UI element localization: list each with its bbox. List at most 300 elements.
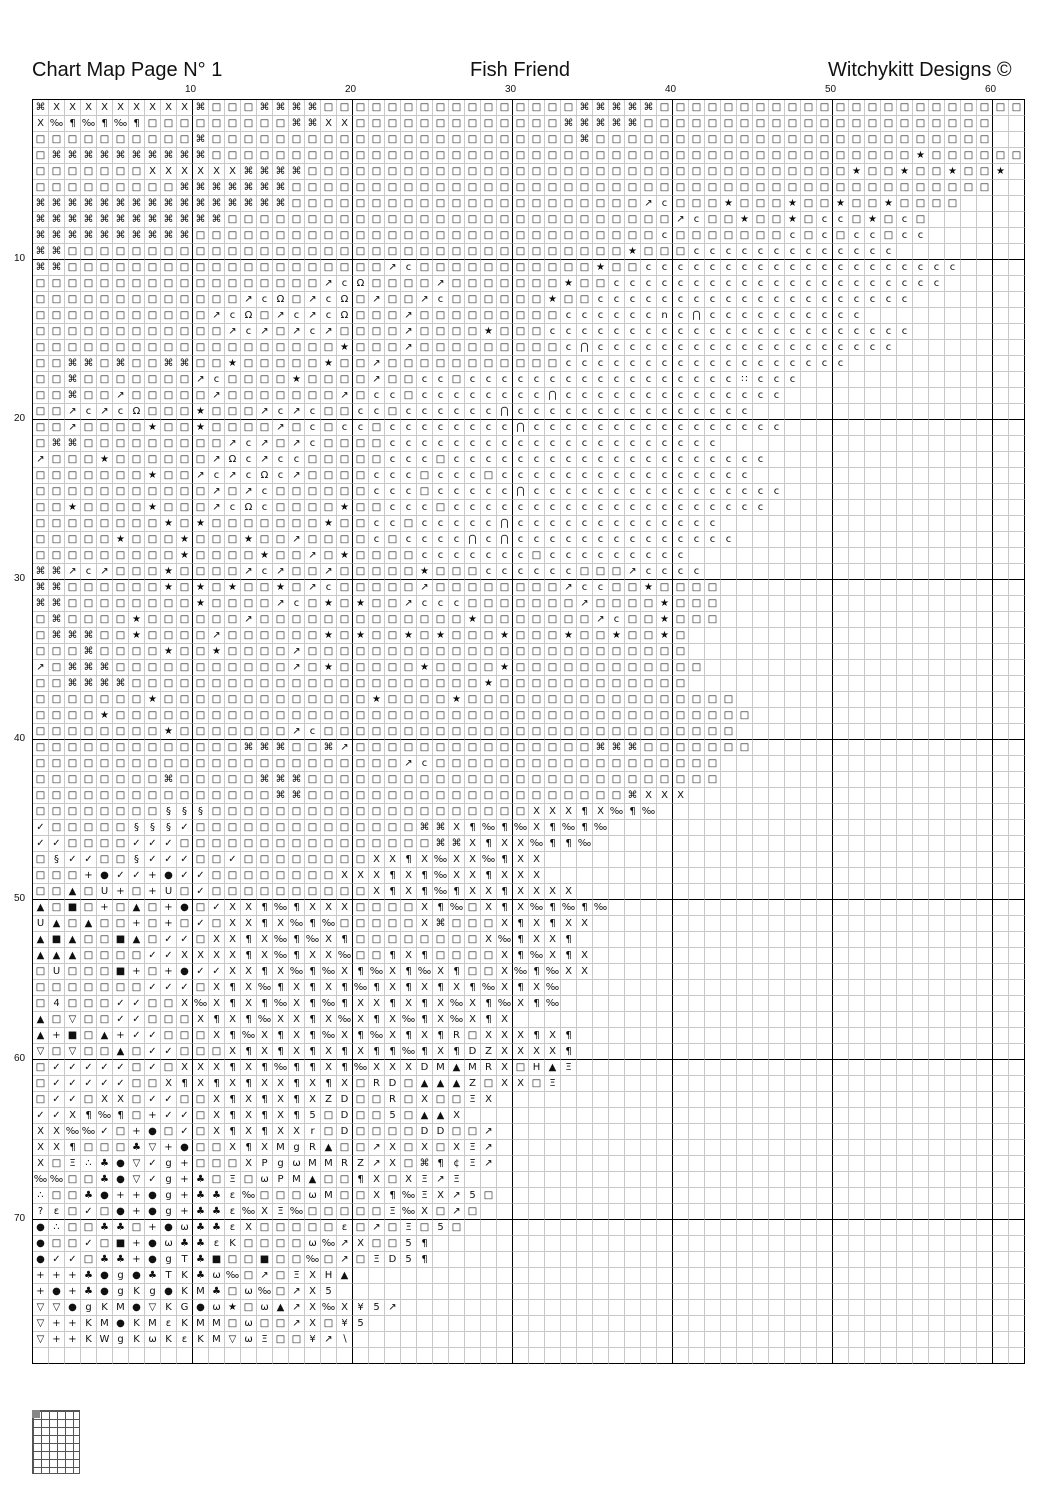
stitch-cell: c (785, 276, 801, 292)
stitch-cell (561, 1300, 577, 1316)
stitch-cell: □ (145, 596, 161, 612)
stitch-cell: □ (785, 164, 801, 180)
stitch-cell (593, 852, 609, 868)
stitch-cell: □ (465, 644, 481, 660)
stitch-cell: □ (465, 228, 481, 244)
stitch-cell: ε (209, 1236, 225, 1252)
stitch-cell (977, 196, 993, 212)
stitch-cell: ⌘ (177, 356, 193, 372)
stitch-cell: X (177, 100, 193, 116)
stitch-cell: ● (33, 1236, 49, 1252)
stitch-cell (737, 948, 753, 964)
stitch-cell: + (33, 1284, 49, 1300)
stitch-cell: □ (33, 868, 49, 884)
stitch-cell: X (513, 836, 529, 852)
stitch-cell: □ (305, 388, 321, 404)
stitch-cell: c (705, 500, 721, 516)
stitch-cell: 5 (401, 1236, 417, 1252)
stitch-cell: □ (673, 180, 689, 196)
stitch-cell: g (113, 1332, 129, 1348)
stitch-cell (769, 884, 785, 900)
stitch-cell: □ (385, 196, 401, 212)
stitch-cell: □ (353, 1140, 369, 1156)
stitch-cell: □ (545, 756, 561, 772)
stitch-cell: □ (449, 932, 465, 948)
stitch-cell (929, 564, 945, 580)
stitch-cell: ▲ (417, 1076, 433, 1092)
stitch-cell: □ (81, 1044, 97, 1060)
stitch-cell: ★ (945, 164, 961, 180)
stitch-cell: □ (209, 1044, 225, 1060)
stitch-cell: c (769, 372, 785, 388)
stitch-cell: □ (529, 148, 545, 164)
stitch-cell: c (641, 420, 657, 436)
stitch-cell (353, 1348, 369, 1364)
stitch-cell (753, 756, 769, 772)
stitch-cell: ¶ (385, 868, 401, 884)
stitch-cell: □ (849, 180, 865, 196)
stitch-cell: □ (593, 708, 609, 724)
stitch-cell: □ (513, 356, 529, 372)
stitch-cell (721, 1172, 737, 1188)
stitch-cell: □ (641, 660, 657, 676)
stitch-cell: c (673, 436, 689, 452)
stitch-cell: □ (257, 420, 273, 436)
stitch-cell: c (497, 564, 513, 580)
stitch-cell: X (433, 1044, 449, 1060)
stitch-cell (433, 1252, 449, 1268)
stitch-cell: c (849, 228, 865, 244)
stitch-cell: ✓ (129, 1012, 145, 1028)
row-number: 70 (14, 1213, 26, 1224)
stitch-cell: ↗ (481, 1156, 497, 1172)
stitch-cell (865, 900, 881, 916)
stitch-cell: ↗ (289, 1284, 305, 1300)
stitch-cell: □ (97, 260, 113, 276)
stitch-cell (961, 340, 977, 356)
stitch-cell (545, 1284, 561, 1300)
stitch-cell: ★ (481, 676, 497, 692)
stitch-cell: c (561, 324, 577, 340)
stitch-cell (641, 1044, 657, 1060)
stitch-cell: □ (369, 228, 385, 244)
stitch-cell: □ (449, 148, 465, 164)
stitch-cell: ¶ (305, 916, 321, 932)
stitch-cell: □ (529, 196, 545, 212)
stitch-cell: □ (97, 948, 113, 964)
stitch-cell: □ (177, 244, 193, 260)
stitch-cell (849, 1156, 865, 1172)
stitch-cell: □ (609, 676, 625, 692)
stitch-cell (961, 948, 977, 964)
stitch-cell: M (321, 1156, 337, 1172)
stitch-cell: P (273, 1172, 289, 1188)
stitch-cell (609, 1124, 625, 1140)
stitch-cell (977, 340, 993, 356)
stitch-cell: □ (545, 676, 561, 692)
stitch-cell: □ (81, 724, 97, 740)
stitch-cell (945, 500, 961, 516)
stitch-cell (833, 996, 849, 1012)
stitch-cell (225, 1348, 241, 1364)
stitch-cell (625, 1044, 641, 1060)
stitch-cell: c (465, 468, 481, 484)
stitch-cell (881, 900, 897, 916)
stitch-cell: ⌘ (81, 660, 97, 676)
stitch-cell: c (673, 404, 689, 420)
stitch-cell (865, 788, 881, 804)
stitch-cell: ▲ (33, 1012, 49, 1028)
stitch-cell (993, 900, 1009, 916)
stitch-cell: ⌘ (433, 820, 449, 836)
stitch-cell: □ (113, 276, 129, 292)
stitch-cell: ✓ (49, 1252, 65, 1268)
stitch-cell: c (321, 580, 337, 596)
stitch-cell (849, 580, 865, 596)
stitch-cell (929, 628, 945, 644)
stitch-cell: □ (225, 596, 241, 612)
stitch-cell: ω (241, 1284, 257, 1300)
stitch-cell (833, 676, 849, 692)
stitch-cell: □ (65, 1220, 81, 1236)
stitch-cell: ↗ (257, 324, 273, 340)
stitch-cell (961, 1012, 977, 1028)
stitch-cell (673, 1044, 689, 1060)
stitch-cell (689, 1172, 705, 1188)
stitch-cell: □ (49, 308, 65, 324)
stitch-cell (897, 996, 913, 1012)
stitch-cell (769, 772, 785, 788)
stitch-cell: □ (113, 1124, 129, 1140)
stitch-cell (977, 820, 993, 836)
stitch-cell: X (145, 100, 161, 116)
stitch-cell: ¥ (305, 1332, 321, 1348)
stitch-cell (977, 884, 993, 900)
stitch-cell: ¶ (209, 1076, 225, 1092)
stitch-cell: □ (49, 484, 65, 500)
stitch-cell (833, 564, 849, 580)
stitch-cell: □ (497, 100, 513, 116)
stitch-cell: □ (561, 228, 577, 244)
stitch-cell: Ω (257, 468, 273, 484)
stitch-cell: ▽ (129, 1156, 145, 1172)
stitch-cell (401, 1348, 417, 1364)
stitch-cell: □ (977, 148, 993, 164)
stitch-cell: □ (177, 564, 193, 580)
stitch-cell (529, 1108, 545, 1124)
stitch-cell: □ (305, 676, 321, 692)
stitch-cell: □ (257, 756, 273, 772)
stitch-cell: ‰ (321, 1028, 337, 1044)
stitch-cell: c (753, 244, 769, 260)
stitch-cell: □ (513, 148, 529, 164)
stitch-cell: + (33, 1268, 49, 1284)
stitch-cell: ♣ (97, 1220, 113, 1236)
stitch-cell: c (241, 468, 257, 484)
stitch-cell (945, 868, 961, 884)
stitch-cell: + (129, 1252, 145, 1268)
stitch-cell: ↗ (289, 1316, 305, 1332)
stitch-cell (145, 1348, 161, 1364)
stitch-cell: □ (305, 804, 321, 820)
stitch-cell: c (497, 452, 513, 468)
stitch-cell: □ (401, 1092, 417, 1108)
stitch-cell: ⌘ (33, 100, 49, 116)
stitch-cell: + (161, 964, 177, 980)
stitch-cell: ✓ (177, 980, 193, 996)
stitch-cell: □ (289, 564, 305, 580)
stitch-cell: □ (465, 932, 481, 948)
stitch-cell: c (577, 404, 593, 420)
stitch-cell: c (305, 404, 321, 420)
stitch-cell: □ (481, 740, 497, 756)
stitch-cell: □ (465, 340, 481, 356)
stitch-cell (433, 1284, 449, 1300)
stitch-cell (785, 868, 801, 884)
stitch-cell: c (241, 324, 257, 340)
stitch-cell: ¶ (369, 1012, 385, 1028)
stitch-cell: □ (81, 164, 97, 180)
stitch-cell (897, 1268, 913, 1284)
stitch-cell: □ (129, 452, 145, 468)
stitch-cell (881, 1348, 897, 1364)
stitch-cell: □ (97, 548, 113, 564)
stitch-cell: ↗ (449, 1204, 465, 1220)
stitch-cell: □ (529, 644, 545, 660)
stitch-cell: □ (353, 1108, 369, 1124)
stitch-cell (801, 692, 817, 708)
stitch-cell: c (641, 292, 657, 308)
stitch-cell: ✓ (81, 1236, 97, 1252)
stitch-cell: ‰ (641, 804, 657, 820)
stitch-cell: □ (273, 212, 289, 228)
stitch-cell: □ (161, 500, 177, 516)
stitch-cell: □ (385, 740, 401, 756)
stitch-cell: □ (753, 116, 769, 132)
stitch-cell: ♣ (113, 1252, 129, 1268)
stitch-cell (737, 1172, 753, 1188)
stitch-cell: c (561, 340, 577, 356)
stitch-cell: □ (977, 100, 993, 116)
stitch-cell (993, 708, 1009, 724)
stitch-cell (913, 356, 929, 372)
stitch-cell (929, 772, 945, 788)
stitch-cell: □ (209, 788, 225, 804)
stitch-cell (689, 1108, 705, 1124)
stitch-cell: D (417, 1124, 433, 1140)
stitch-cell (961, 532, 977, 548)
stitch-cell: c (833, 212, 849, 228)
stitch-cell (993, 756, 1009, 772)
stitch-cell: □ (417, 228, 433, 244)
stitch-cell: □ (561, 756, 577, 772)
stitch-cell (833, 580, 849, 596)
stitch-cell: □ (145, 436, 161, 452)
stitch-cell: X (545, 932, 561, 948)
stitch-cell: □ (145, 340, 161, 356)
stitch-cell: □ (65, 180, 81, 196)
stitch-cell: □ (465, 564, 481, 580)
stitch-cell: □ (513, 692, 529, 708)
stitch-cell: □ (65, 724, 81, 740)
stitch-cell (945, 1060, 961, 1076)
stitch-cell (769, 1028, 785, 1044)
stitch-cell (737, 788, 753, 804)
stitch-cell: □ (81, 484, 97, 500)
stitch-cell: ★ (97, 708, 113, 724)
stitch-cell: □ (353, 836, 369, 852)
stitch-cell (593, 868, 609, 884)
stitch-cell: c (385, 500, 401, 516)
stitch-cell: ✓ (65, 1076, 81, 1092)
stitch-cell: c (497, 484, 513, 500)
stitch-cell: □ (785, 132, 801, 148)
stitch-cell: + (129, 1124, 145, 1140)
stitch-cell: □ (721, 724, 737, 740)
stitch-cell (913, 500, 929, 516)
stitch-cell: X (81, 100, 97, 116)
stitch-cell: c (593, 420, 609, 436)
stitch-cell: c (689, 276, 705, 292)
stitch-cell: X (417, 980, 433, 996)
stitch-cell: ↗ (257, 436, 273, 452)
stitch-cell (801, 804, 817, 820)
stitch-cell (897, 340, 913, 356)
stitch-cell: ω (241, 1332, 257, 1348)
stitch-cell: □ (225, 772, 241, 788)
stitch-cell: ■ (113, 1236, 129, 1252)
stitch-cell: □ (465, 916, 481, 932)
stitch-cell (913, 644, 929, 660)
stitch-cell: □ (81, 244, 97, 260)
stitch-cell: □ (625, 660, 641, 676)
stitch-cell: ‰ (497, 996, 513, 1012)
stitch-cell: ↗ (241, 612, 257, 628)
stitch-cell (993, 324, 1009, 340)
stitch-cell (945, 1268, 961, 1284)
stitch-cell (769, 1172, 785, 1188)
stitch-cell: □ (369, 724, 385, 740)
stitch-cell (849, 372, 865, 388)
stitch-cell (769, 1316, 785, 1332)
stitch-cell: □ (641, 724, 657, 740)
stitch-cell: X (225, 964, 241, 980)
stitch-cell (881, 452, 897, 468)
stitch-cell (945, 1172, 961, 1188)
stitch-cell (913, 900, 929, 916)
stitch-cell: c (897, 292, 913, 308)
stitch-cell: □ (369, 212, 385, 228)
stitch-cell: c (241, 436, 257, 452)
stitch-cell (833, 692, 849, 708)
column-number: 50 (825, 84, 837, 95)
row-number: 20 (14, 413, 26, 424)
stitch-cell (241, 1348, 257, 1364)
stitch-cell: □ (849, 196, 865, 212)
stitch-cell: □ (337, 148, 353, 164)
stitch-cell (945, 1092, 961, 1108)
stitch-cell: c (289, 452, 305, 468)
stitch-cell (977, 484, 993, 500)
stitch-cell (801, 1332, 817, 1348)
stitch-cell (769, 948, 785, 964)
stitch-cell (689, 996, 705, 1012)
stitch-cell (833, 740, 849, 756)
stitch-cell: ▽ (225, 1332, 241, 1348)
stitch-cell: □ (97, 356, 113, 372)
stitch-cell: □ (81, 804, 97, 820)
stitch-cell: □ (385, 1124, 401, 1140)
stitch-cell (49, 1348, 65, 1364)
stitch-cell: □ (417, 836, 433, 852)
stitch-cell (737, 852, 753, 868)
stitch-cell: □ (177, 132, 193, 148)
stitch-cell (641, 1348, 657, 1364)
stitch-cell: □ (417, 100, 433, 116)
stitch-cell (561, 1236, 577, 1252)
stitch-cell: □ (689, 132, 705, 148)
stitch-cell (961, 1252, 977, 1268)
stitch-cell (993, 1268, 1009, 1284)
stitch-cell: □ (177, 516, 193, 532)
stitch-cell: ↗ (241, 292, 257, 308)
stitch-cell (961, 292, 977, 308)
stitch-cell (849, 468, 865, 484)
stitch-cell: □ (545, 228, 561, 244)
stitch-cell: □ (145, 116, 161, 132)
stitch-cell: □ (193, 772, 209, 788)
stitch-cell (897, 1348, 913, 1364)
stitch-cell (897, 1332, 913, 1348)
stitch-cell: c (465, 420, 481, 436)
stitch-cell (657, 1332, 673, 1348)
stitch-cell (753, 788, 769, 804)
stitch-cell (945, 724, 961, 740)
stitch-cell: □ (369, 340, 385, 356)
stitch-cell (913, 1060, 929, 1076)
stitch-cell: c (657, 452, 673, 468)
stitch-cell (977, 660, 993, 676)
stitch-cell: □ (385, 148, 401, 164)
stitch-cell: c (257, 292, 273, 308)
stitch-cell: ★ (913, 148, 929, 164)
stitch-cell: c (305, 436, 321, 452)
stitch-cell: □ (417, 788, 433, 804)
stitch-cell (593, 1124, 609, 1140)
stitch-cell (545, 1124, 561, 1140)
stitch-cell (593, 1092, 609, 1108)
stitch-cell: □ (321, 820, 337, 836)
stitch-cell: □ (273, 1236, 289, 1252)
stitch-cell (497, 1300, 513, 1316)
stitch-cell: g (113, 1284, 129, 1300)
stitch-cell: c (641, 484, 657, 500)
stitch-cell: □ (481, 244, 497, 260)
stitch-cell: ¶ (97, 116, 113, 132)
stitch-cell: ‰ (561, 900, 577, 916)
stitch-cell (753, 1268, 769, 1284)
stitch-cell: □ (1009, 148, 1025, 164)
stitch-cell: c (625, 500, 641, 516)
stitch-cell: □ (705, 708, 721, 724)
stitch-cell (1009, 276, 1025, 292)
stitch-cell: □ (33, 388, 49, 404)
stitch-cell: □ (241, 804, 257, 820)
stitch-cell (673, 1076, 689, 1092)
stitch-cell (961, 1332, 977, 1348)
stitch-cell: □ (369, 196, 385, 212)
stitch-cell (497, 1332, 513, 1348)
